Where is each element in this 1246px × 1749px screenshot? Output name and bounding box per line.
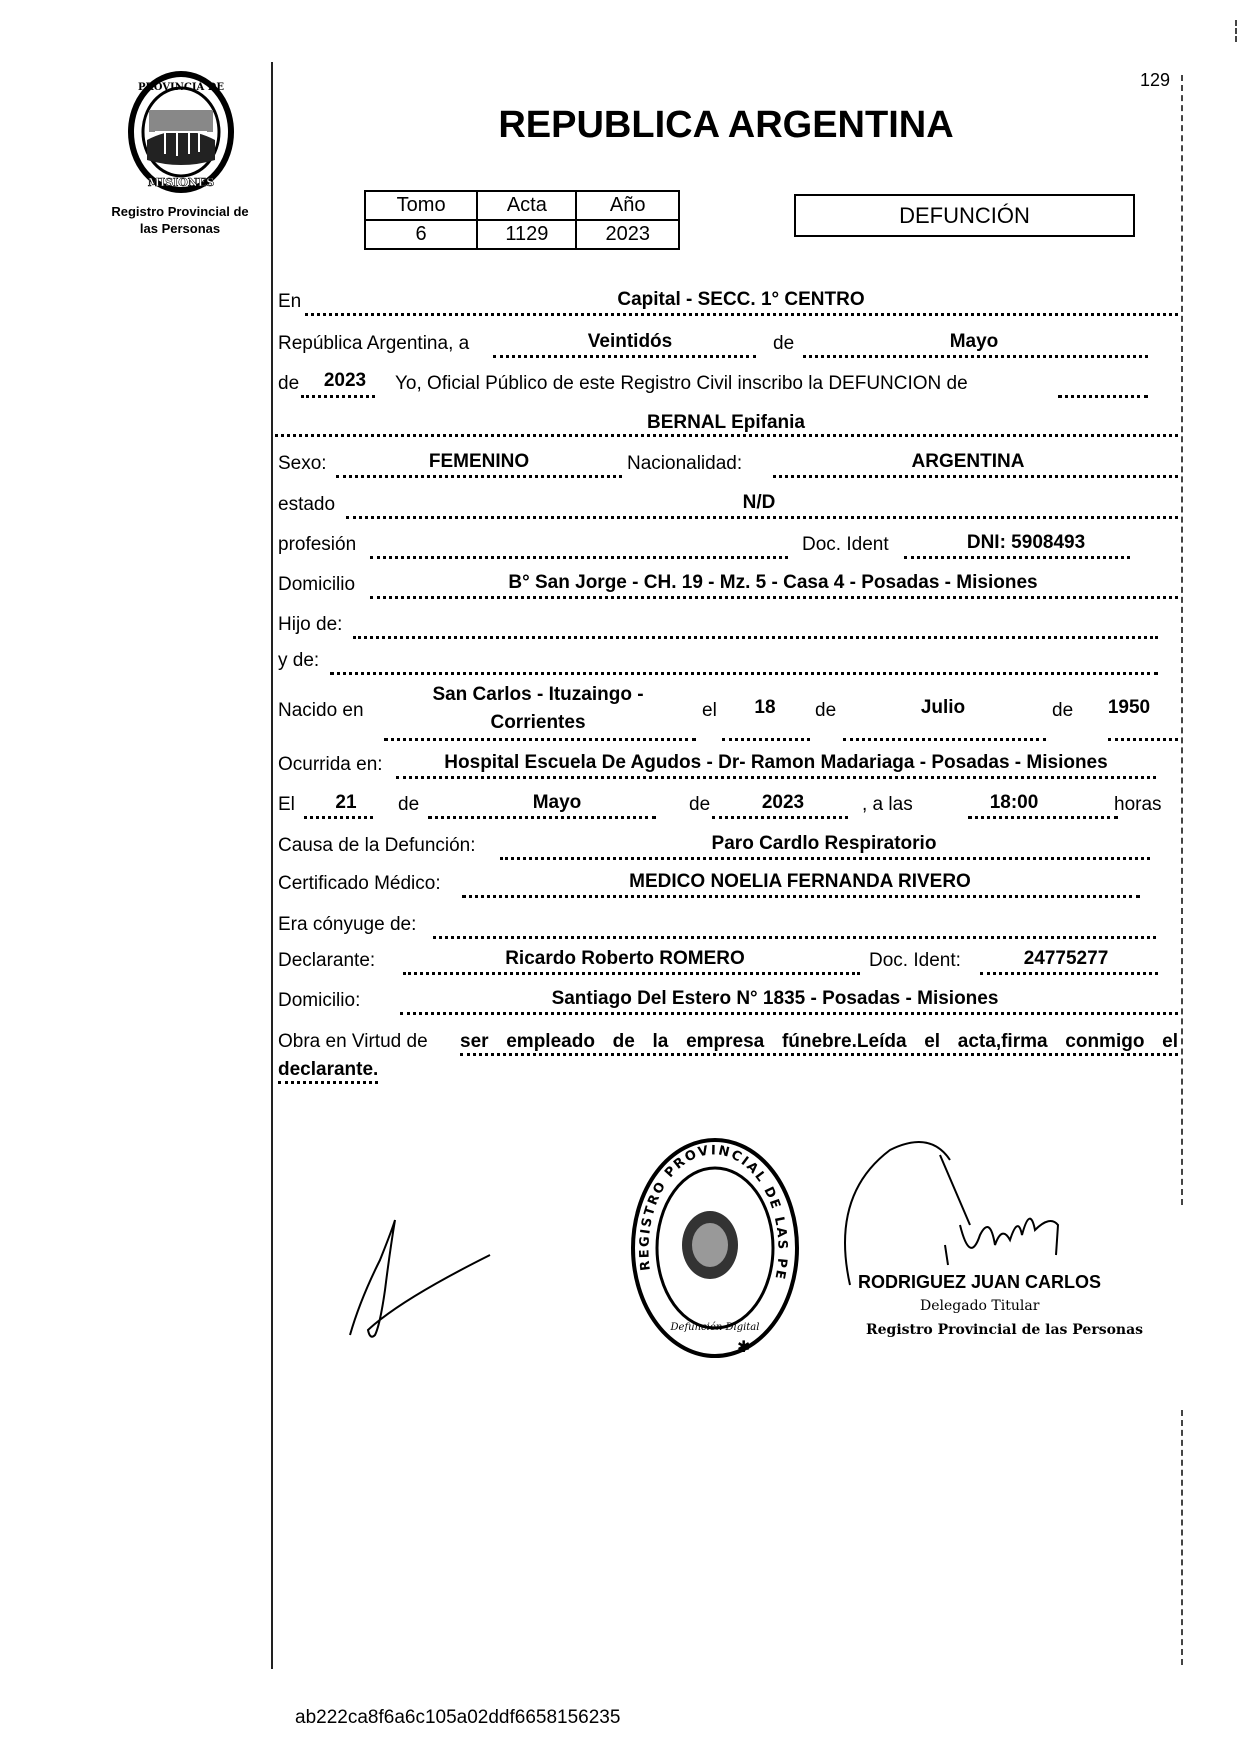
- inscribo-text: Yo, Oficial Público de este Registro Civil inscribo la DEFUNCION de: [395, 373, 968, 394]
- official-registry: Registro Provincial de las Personas: [866, 1322, 1144, 1338]
- dotted-line: [773, 475, 1178, 478]
- stamp-text: REGISTRO PROVINCIAL DE LAS PE: [637, 1143, 790, 1283]
- estado-value: N/D: [742, 492, 776, 513]
- month-value: Mayo: [949, 331, 999, 352]
- en-label: En: [278, 291, 302, 312]
- dotted-line: [403, 972, 860, 975]
- right-margin-line-lower: [1181, 1410, 1183, 1665]
- dotted-line: [301, 395, 375, 398]
- stamp-inner-text: Defunción Digital: [670, 1322, 760, 1333]
- birthplace-line-2: Corrientes: [490, 712, 586, 733]
- ocurrida-value: Hospital Escuela De Agudos - Dr- Ramon Madariaga - Posadas - Misiones: [444, 752, 1108, 773]
- death-year-value: 2023: [761, 792, 805, 813]
- sexo-label: Sexo:: [278, 453, 327, 474]
- stamp-star-icon: ✱: [737, 1339, 751, 1356]
- official-signature: [830, 1135, 1090, 1295]
- dotted-line: [370, 596, 1178, 599]
- anio-header: Año: [576, 191, 679, 220]
- certificado-label: Certificado Médico:: [278, 873, 441, 894]
- dotted-line: [305, 313, 1178, 316]
- de-label: de: [815, 700, 837, 721]
- dotted-line: [346, 516, 1178, 519]
- dotted-line: [1108, 738, 1178, 741]
- causa-label: Causa de la Defunción:: [278, 835, 476, 856]
- nacionalidad-label: Nacionalidad:: [627, 453, 743, 474]
- declarante-doc-value: 24775277: [1023, 948, 1109, 969]
- birth-year-value: 1950: [1107, 697, 1151, 718]
- dotted-line: [330, 672, 1158, 675]
- birth-day-value: 18: [754, 697, 776, 718]
- left-margin-line: [271, 62, 273, 1669]
- de-label: de: [689, 794, 711, 815]
- record-type-box: DEFUNCIÓN: [794, 194, 1135, 237]
- obra-value-line-1: ser empleado de la empresa fúnebre.Leída el acta,firma conmigo el: [460, 1031, 1178, 1056]
- acta-header: Acta: [477, 191, 576, 220]
- death-month-value: Mayo: [532, 792, 582, 813]
- declarante-domicilio-value: Santiago Del Estero N° 1835 - Posadas - Misiones: [551, 988, 999, 1009]
- tomo-header: Tomo: [365, 191, 477, 220]
- de-label: de: [1052, 700, 1074, 721]
- dotted-line: [904, 556, 1130, 559]
- dotted-line: [336, 475, 622, 478]
- page-title: REPUBLICA ARGENTINA: [498, 104, 954, 146]
- dotted-line: [500, 857, 1150, 860]
- far-right-mark: [1235, 20, 1237, 42]
- doc-ident-label: Doc. Ident:: [869, 950, 961, 971]
- nacido-en-label: Nacido en: [278, 700, 364, 721]
- dotted-line: [400, 1012, 1178, 1015]
- logo-text-bottom: MISIONES: [147, 176, 215, 189]
- dotted-line: [384, 738, 696, 741]
- place-value: Capital - SECC. 1° CENTRO: [617, 289, 865, 310]
- dotted-line: [304, 816, 373, 819]
- causa-value: Paro Cardlo Respiratorio: [711, 833, 937, 854]
- tomo-value: 6: [365, 220, 477, 249]
- year-value: 2023: [323, 370, 367, 391]
- dotted-line: [843, 738, 1046, 741]
- a-las-label: , a las: [862, 794, 913, 815]
- obra-value-line-2: declarante.: [278, 1059, 378, 1084]
- anio-value: 2023: [576, 220, 679, 249]
- record-table: [364, 190, 680, 250]
- de-label: de: [398, 794, 420, 815]
- dotted-line: [353, 636, 1158, 639]
- de-label: de: [278, 373, 300, 394]
- doc-ident-label: Doc. Ident: [802, 534, 889, 555]
- dotted-line: [1058, 395, 1148, 398]
- horas-label: horas: [1114, 794, 1162, 815]
- dotted-line: [968, 816, 1118, 819]
- dotted-line: [493, 355, 756, 358]
- registry-stamp: [625, 1130, 805, 1360]
- el-label: El: [278, 794, 295, 815]
- nacionalidad-value: ARGENTINA: [911, 451, 1025, 472]
- document-hash: ab222ca8f6a6c105a02ddf6658156235: [295, 1707, 621, 1728]
- dotted-line: [433, 936, 1156, 939]
- page-number: 129: [1140, 70, 1171, 90]
- hijo-de-label: Hijo de:: [278, 614, 343, 635]
- deceased-name: BERNAL Epifania: [646, 412, 806, 433]
- profesion-label: profesión: [278, 534, 357, 555]
- birth-month-value: Julio: [920, 697, 966, 718]
- estado-label: estado: [278, 494, 336, 515]
- province-seal-logo: [125, 70, 237, 194]
- registry-line-2: las Personas: [139, 221, 221, 236]
- dotted-line: [462, 895, 1140, 898]
- dotted-line: [370, 556, 788, 559]
- certificado-value: MEDICO NOELIA FERNANDA RIVERO: [629, 871, 971, 892]
- death-day-value: 21: [335, 792, 357, 813]
- day-text-value: Veintidós: [587, 331, 673, 352]
- dotted-line: [722, 738, 810, 741]
- dotted-line: [275, 434, 1178, 437]
- death-time-value: 18:00: [989, 792, 1039, 813]
- logo-text-top: PROVINCIA DE: [137, 82, 225, 93]
- obra-label: Obra en Virtud de: [278, 1031, 428, 1052]
- birthplace-line-1: San Carlos - Ituzaingo -: [432, 684, 644, 705]
- official-name: RODRIGUEZ JUAN CARLOS: [858, 1272, 1102, 1292]
- official-title: Delegado Titular: [920, 1298, 1040, 1314]
- right-margin-line: [1181, 75, 1183, 1205]
- registry-line-1: Registro Provincial de: [111, 204, 249, 219]
- dotted-line: [396, 776, 1156, 779]
- ocurrida-label: Ocurrida en:: [278, 754, 383, 775]
- registry-caption: [95, 203, 265, 237]
- declarante-value: Ricardo Roberto ROMERO: [505, 948, 745, 969]
- acta-value: 1129: [477, 220, 576, 249]
- dotted-line: [980, 972, 1158, 975]
- y-de-label: y de:: [278, 650, 320, 671]
- republica-label: República Argentina, a: [278, 333, 470, 354]
- declarant-signature: [340, 1210, 500, 1345]
- el-label: el: [702, 700, 717, 721]
- doc-ident-value: DNI: 5908493: [966, 532, 1086, 553]
- dotted-line: [428, 816, 656, 819]
- dotted-line: [803, 355, 1148, 358]
- declarante-label: Declarante:: [278, 950, 376, 971]
- domicilio-label: Domicilio: [278, 574, 356, 595]
- domicilio-value: B° San Jorge - CH. 19 - Mz. 5 - Casa 4 - Posadas - Misiones: [508, 572, 1038, 593]
- domicilio-label: Domicilio:: [278, 990, 361, 1011]
- sexo-value: FEMENINO: [428, 451, 530, 472]
- de-label: de: [773, 333, 795, 354]
- dotted-line: [712, 816, 848, 819]
- conyuge-label: Era cónyuge de:: [278, 914, 417, 935]
